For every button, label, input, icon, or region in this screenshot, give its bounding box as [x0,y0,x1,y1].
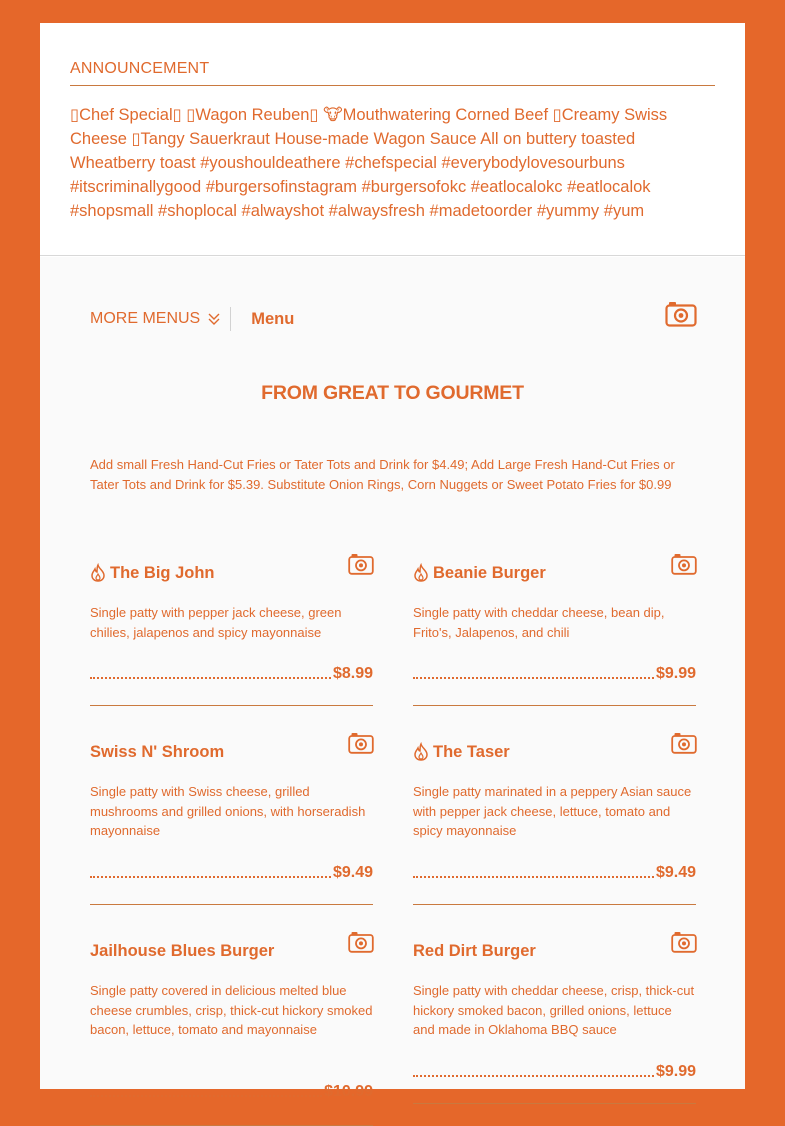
menu-item[interactable] [90,739,373,905]
announcement-text: ▯Chef Special▯ ▯Wagon Reuben▯ 🐮Mouthwatering Corned Beef ▯Creamy Swiss Cheese ▯Tangy Sauerkraut House-made Wagon Sauce All on buttery toasted Wheatberry toast #youshouldeathere #chefspecial #everybodylovesourbuns #itscriminallygood #burgersofinstagram #burgersofokc #eatlocalokc #eatlocalok #shopsmall #shoplocal #alwayshot #alwaysfresh #madetoorder #yummy #yum [70,106,668,220]
menu-item-divider [413,1103,696,1104]
menu-item[interactable] [413,560,696,706]
flame-icon [413,564,429,582]
menu-item-price-row [413,665,696,683]
more-menus-label: MORE MENUS [90,310,201,327]
menu-item-header [413,739,696,765]
menu-section [40,257,745,1100]
menu-item-name: Jailhouse Blues Burger [90,941,275,960]
camera-icon[interactable] [665,301,697,332]
flame-icon [413,743,429,761]
menu-item-name: Beanie Burger [433,563,546,582]
menu-item-description: Single patty with Swiss cheese, grilled mushrooms and grilled onions, with horseradish mayonnaise [90,784,366,838]
menu-item[interactable] [413,739,696,905]
announcement-title: ANNOUNCEMENT [70,60,715,86]
menu-item-price-row [90,864,373,882]
camera-icon[interactable] [671,732,697,759]
menu-item-description: Single patty with pepper jack cheese, green chilies, jalapenos and spicy mayonnaise [90,605,342,640]
menu-item-header [90,938,373,964]
menu-item-header [90,739,373,765]
double-chevron-down-icon [208,312,220,326]
camera-icon[interactable] [671,553,697,580]
menu-item-price-row [413,1063,696,1081]
menu-item-price: $9.49 [332,864,373,881]
camera-icon[interactable] [348,931,374,958]
price-leader-dots [90,876,331,878]
menu-item-header [90,560,373,586]
menu-item-header [413,560,696,586]
menu-item[interactable] [413,938,696,1104]
announcement-section [40,23,745,256]
menu-item-price-row [413,864,696,882]
price-leader-dots [413,1075,654,1077]
price-leader-dots [413,876,654,878]
menu-item-description: Single patty covered in delicious melted blue cheese crumbles, crisp, thick-cut hickory smoked bacon, lettuce, tomato and mayonnaise [90,983,373,1037]
price-leader-dots [90,677,331,679]
camera-icon[interactable] [348,732,374,759]
menu-item-name: The Big John [110,563,215,582]
price-leader-dots [413,677,654,679]
camera-icon[interactable] [671,931,697,958]
price-leader-dots [90,1095,322,1097]
flame-icon [90,564,106,582]
menu-item-price: $9.49 [655,864,696,881]
more-menus-dropdown[interactable] [90,307,231,331]
menu-item-name: Swiss N' Shroom [90,742,225,761]
menu-item-price: $10.99 [324,1083,373,1100]
menu-item-price: $9.99 [655,1063,696,1080]
section-note: Add small Fresh Hand-Cut Fries or Tater Tots and Drink for $4.49; Add Large Fresh Hand-Cut Fries or Tater Tots and Drink for $5.39. Substitute Onion Rings, Corn Nuggets or Sweet Potato Fries for $0.99 [90,457,675,492]
menu-item-description: Single patty with cheddar cheese, crisp, thick-cut hickory smoked bacon, grilled onions, lettuce and made in Oklahoma BBQ sauce [413,983,695,1037]
menu-item-price-row [90,665,373,683]
menu-tab[interactable]: Menu [251,309,295,328]
camera-icon[interactable] [348,553,374,580]
menu-item[interactable] [90,938,373,1126]
menu-item-divider [413,705,696,706]
menu-item-name: The Taser [433,742,510,761]
menu-item-price: $8.99 [332,665,373,682]
menu-item-divider [90,705,373,706]
content-panel [40,23,745,1100]
menu-item-price: $9.99 [655,665,696,682]
section-heading: FROM GREAT TO GOURMET [261,382,524,404]
menu-item-divider [90,904,373,905]
menu-item-divider [413,904,696,905]
menu-item-price-row [90,1083,373,1101]
menu-item[interactable] [90,560,373,706]
menu-item-name: Red Dirt Burger [413,941,536,960]
menu-item-header [413,938,696,964]
menu-item-description: Single patty marinated in a peppery Asian sauce with pepper jack cheese, lettuce, tomato and spicy mayonnaise [413,784,692,838]
menu-item-description: Single patty with cheddar cheese, bean dip, Frito's, Jalapenos, and chili [413,605,665,640]
menu-bar [90,306,696,332]
